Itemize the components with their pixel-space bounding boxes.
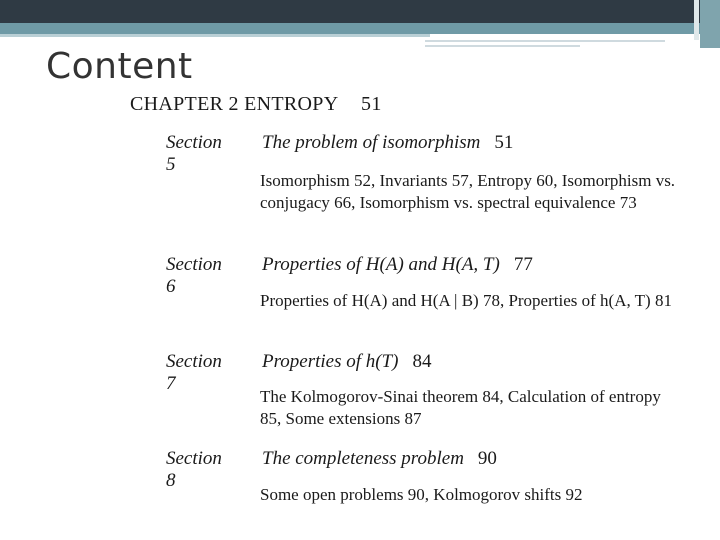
section-title-text: Properties of h(T) [262, 351, 399, 372]
section-title [262, 254, 533, 276]
chapter-page: 51 [361, 93, 382, 115]
section-label: Section 7 [166, 351, 222, 394]
section-title [262, 351, 432, 373]
section-label: Section 6 [166, 254, 222, 297]
section-7-subtopics: The Kolmogorov-Sinai theorem 84, Calculation of entropy 85, Some extensions 87 [260, 387, 661, 428]
section-title [262, 132, 513, 154]
section-page: 90 [477, 448, 497, 469]
chapter-label: CHAPTER 2 [130, 93, 239, 115]
section-8-subtopics: Some open problems 90, Kolmogorov shifts 92 [260, 485, 583, 504]
section-label: Section 8 [166, 448, 222, 491]
section-page: 77 [513, 254, 533, 275]
section-title-text: The problem of isomorphism [262, 132, 481, 153]
section-title [262, 448, 497, 470]
section-6-subtopics: Properties of H(A) and H(A | B) 78, Properties of h(A, T) 81 [260, 291, 672, 310]
section-page: 84 [412, 351, 432, 372]
section-5-subtopics: Isomorphism 52, Invariants 57, Entropy 60, Isomorphism vs. conjugacy 66, Isomorphism vs. spectral equivalence 73 [260, 171, 676, 212]
section-title-text: The completeness problem [262, 448, 464, 469]
section-page: 51 [494, 132, 514, 153]
section-title-text: Properties of H(A) and H(A, T) [262, 254, 500, 275]
chapter-title: ENTROPY [244, 93, 338, 115]
section-label: Section 5 [166, 132, 222, 175]
chapter-heading [130, 93, 382, 116]
slide-title: Content [46, 46, 193, 87]
